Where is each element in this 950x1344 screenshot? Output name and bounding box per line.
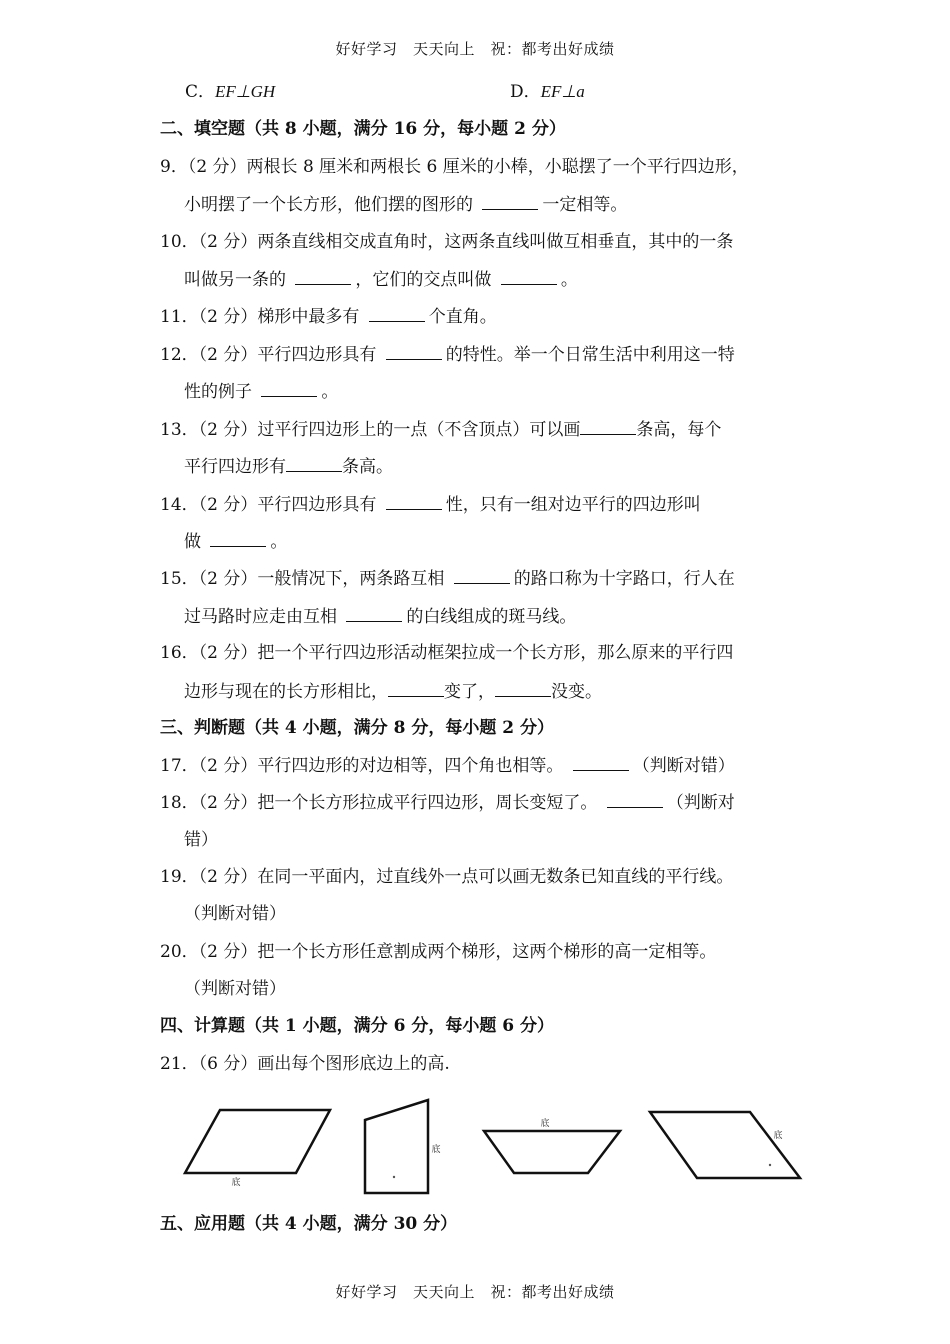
q9-line1: 9．（2 分）两根长 8 厘米和两根长 6 厘米的小棒，小聪摆了一个平行四边形， (160, 157, 749, 177)
q20-line2: （判断对错） (184, 979, 286, 999)
section-judgement-title: 三、判断题（共 4 小题，满分 8 分，每小题 2 分） (160, 718, 554, 738)
dot-mark (393, 1176, 395, 1178)
q18-text-2: （判断对 (666, 793, 735, 813)
q19-line2: （判断对错） (184, 904, 286, 924)
q16-blank-1[interactable] (388, 680, 444, 697)
option-row (185, 81, 585, 103)
q18-line1 (160, 791, 735, 814)
q14-line1 (160, 493, 701, 516)
q16-blank-2[interactable] (495, 680, 551, 697)
q12-text-3: 性的例子 (184, 382, 258, 402)
option-c-label: C． (185, 82, 216, 102)
parallelogram-2 (650, 1112, 800, 1178)
q10-text-1: 叫做另一条的 (184, 270, 292, 290)
q19-line1: 19．（2 分）在同一平面内，过直线外一点可以画无数条已知直线的平行线。 (160, 867, 734, 887)
parallelogram-1 (185, 1110, 330, 1173)
option-c-text: EF⊥GH (215, 82, 276, 101)
q16-text-3: 没变。 (551, 682, 602, 702)
q9-blank[interactable] (482, 193, 538, 210)
q12-text-4: 。 (321, 382, 339, 402)
q10-line2 (184, 268, 578, 291)
q17-line1 (160, 754, 735, 777)
section-calculation-title: 四、计算题（共 1 小题，满分 6 分，每小题 6 分） (160, 1016, 554, 1036)
q21-figures (0, 1090, 950, 1210)
page-footer: 好好学习 天天向上 祝：都考出好成绩 (335, 1283, 615, 1301)
q14-text-1: 14．（2 分）平行四边形具有 (160, 495, 382, 515)
q13-blank-2[interactable] (286, 455, 342, 472)
q15-line1 (160, 567, 735, 590)
q10-line1: 10．（2 分）两条直线相交成直角时，这两条直线叫做互相垂直，其中的一条 (160, 232, 734, 252)
q14-line2 (184, 530, 287, 553)
q10-blank-2[interactable] (501, 268, 557, 285)
q9-line2 (184, 193, 627, 216)
q14-text-3: 做 (184, 532, 207, 552)
base-label-2: 底 (431, 1145, 441, 1155)
q18-blank[interactable] (607, 791, 663, 808)
base-label-1: 底 (231, 1178, 241, 1188)
q10-text-3: 。 (560, 270, 578, 290)
q13-line1 (160, 418, 721, 441)
q9-text-2: 一定相等。 (542, 195, 628, 215)
q10-blank-1[interactable] (295, 268, 351, 285)
q15-line2 (184, 605, 576, 628)
q11-text-1: 11．（2 分）梯形中最多有 (160, 307, 365, 327)
q12-blank-2[interactable] (261, 380, 317, 397)
q14-text-4: 。 (270, 532, 288, 552)
q16-text-2: 变了， (444, 682, 495, 702)
q11-line1 (160, 305, 497, 328)
q15-text-3: 过马路时应走由互相 (184, 607, 343, 627)
q20-line1: 20．（2 分）把一个长方形任意割成两个梯形，这两个梯形的高一定相等。 (160, 942, 717, 962)
q16-text-1: 边形与现在的长方形相比， (184, 682, 388, 702)
q16-line2 (184, 680, 602, 703)
q18-line2: 错） (184, 830, 218, 850)
base-label-3: 底 (540, 1119, 550, 1129)
q12-line2 (184, 380, 338, 403)
option-d-label: D． (510, 82, 541, 102)
q10-text-2: ，它们的交点叫做 (355, 270, 497, 290)
q17-text-1: 17．（2 分）平行四边形的对边相等，四个角也相等。 (160, 756, 569, 776)
q12-blank-1[interactable] (386, 343, 442, 360)
q17-blank[interactable] (573, 754, 629, 771)
right-trapezoid (365, 1100, 428, 1193)
q18-text-1: 18．（2 分）把一个长方形拉成平行四边形，周长变短了。 (160, 793, 603, 813)
q15-text-4: 的白线组成的斑马线。 (406, 607, 577, 627)
q17-text-2: （判断对错） (632, 756, 735, 776)
section-fill-blank-title: 二、填空题（共 8 小题，满分 16 分，每小题 2 分） (160, 119, 566, 139)
q15-text-2: 的路口称为十字路口，行人在 (513, 569, 735, 589)
q14-text-2: 性，只有一组对边平行的四边形叫 (445, 495, 701, 515)
q21-text: 21．（6 分）画出每个图形底边上的高. (160, 1054, 450, 1074)
q15-blank-1[interactable] (454, 567, 510, 584)
q13-text-3: 平行四边形有 (184, 457, 286, 477)
q13-blank-1[interactable] (580, 418, 636, 435)
q13-text-1: 13．（2 分）过平行四边形上的一点（不含顶点）可以画 (160, 420, 581, 440)
q12-text-2: 的特性。举一个日常生活中利用这一特 (445, 345, 735, 365)
q12-line1 (160, 343, 735, 366)
q12-text-1: 12．（2 分）平行四边形具有 (160, 345, 382, 365)
q15-text-1: 15．（2 分）一般情况下，两条路互相 (160, 569, 450, 589)
q16-line1: 16．（2 分）把一个平行四边形活动框架拉成一个长方形，那么原来的平行四 (160, 643, 734, 663)
q9-text-1: 小明摆了一个长方形，他们摆的图形的 (184, 195, 479, 215)
dot-mark (769, 1164, 771, 1166)
q11-blank[interactable] (369, 305, 425, 322)
section-application-title: 五、应用题（共 4 小题，满分 30 分） (160, 1214, 458, 1234)
base-label-4: 底 (773, 1131, 783, 1141)
q15-blank-2[interactable] (346, 605, 402, 622)
q13-line2 (184, 455, 393, 478)
option-d-text: EF⊥a (540, 82, 585, 101)
q11-text-2: 个直角。 (428, 307, 497, 327)
q13-text-4: 条高。 (342, 457, 393, 477)
q13-text-2: 条高，每个 (636, 420, 722, 440)
page-header: 好好学习 天天向上 祝：都考出好成绩 (335, 40, 615, 58)
trapezoid (484, 1131, 620, 1173)
q14-blank-1[interactable] (386, 493, 442, 510)
q14-blank-2[interactable] (210, 530, 266, 547)
